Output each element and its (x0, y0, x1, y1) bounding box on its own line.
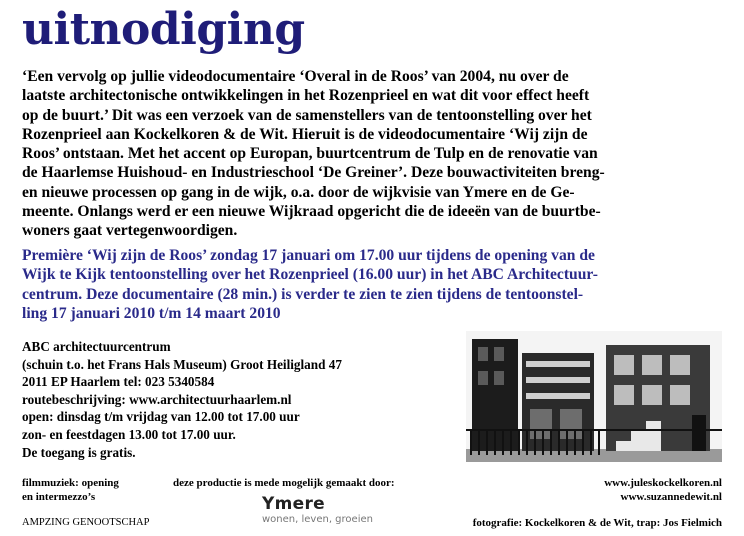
premiere-line: ling 17 januari 2010 t/m 14 maart 2010 (22, 304, 281, 322)
photo-credit: fotografie: Kockelkoren & de Wit, trap: Jos Fielmich (472, 517, 722, 529)
intro-line: Roos’ ontstaan. Met het accent op Europan, buurtcentrum de Tulp en de renovatie van (22, 145, 598, 163)
ampzing-label: AMPZING GENOOTSCHAP (22, 517, 150, 528)
ymere-logo-name: Ymere (262, 494, 325, 514)
website-links (604, 476, 722, 504)
address-line: ABC architectuurcentrum (22, 339, 171, 354)
building-photo (466, 331, 722, 462)
premiere-line: Wijk te Kijk tentoonstelling over het Rozenprieel (16.00 uur) in het ABC Architectuur- (22, 266, 598, 284)
address-line: open: dinsdag t/m vrijdag van 12.00 tot 17.00 uur (22, 409, 300, 425)
address-line: (schuin t.o. het Frans Hals Museum) Groot Heiligland 47 (22, 356, 342, 372)
production-credit: deze productie is mede mogelijk gemaakt door: (173, 477, 395, 489)
film-music-line: filmmuziek: opening (22, 477, 119, 489)
address-block (22, 338, 462, 461)
intro-line: en nieuwe processen op gang in de wijk, o.a. door de wijkvisie van Ymere en de Ge- (22, 183, 575, 201)
intro-line: op de buurt.’ Dit was een verzoek van de samenstellers van de tentoonstelling over het (22, 106, 592, 124)
intro-line: laatste architectonische ontwikkelingen in het Rozenprieel en wat dit voor effect heeft (22, 87, 590, 105)
film-music-credit (22, 476, 119, 504)
website-link[interactable]: www.juleskockelkoren.nl (604, 477, 722, 489)
ymere-logo-tagline: wonen, leven, groeien (262, 514, 373, 525)
intro-paragraph (22, 67, 722, 241)
address-line: De toegang is gratis. (22, 444, 136, 460)
premiere-line: Première ‘Wij zijn de Roos’ zondag 17 januari om 17.00 uur tijdens de opening van de (22, 247, 595, 264)
intro-line: ‘Een vervolg op jullie videodocumentaire ‘Overal in de Roos’ van 2004, nu over de (22, 68, 569, 85)
intro-line: meente. Onlangs werd er een nieuwe Wijkraad opgericht die de ideeën van de buurtbe- (22, 203, 601, 221)
address-line: 2011 EP Haarlem tel: 023 5340584 (22, 374, 215, 390)
premiere-line: centrum. Deze documentaire (28 min.) is verder te zien te zien tijdens de tentoonstel- (22, 285, 584, 303)
address-line: routebeschrijving: www.architectuurhaarlem.nl (22, 391, 292, 407)
premiere-paragraph (22, 246, 722, 323)
address-line: zon- en feestdagen 13.00 tot 17.00 uur. (22, 426, 236, 442)
ymere-logo (262, 494, 373, 526)
website-link[interactable]: www.suzannedewit.nl (620, 491, 722, 503)
intro-line: de Haarlemse Huishoud- en Industrieschool ‘De Greiner’. Deze bouwactiviteiten breng- (22, 164, 605, 182)
page-title: uitnodiging (22, 4, 305, 55)
intro-line: woners gaat vertegenwoordigen. (22, 222, 238, 240)
intro-line: Rozenprieel aan Kockelkoren & de Wit. Hieruit is de videodocumentaire ‘Wij zijn de (22, 125, 588, 143)
film-music-line: en intermezzo’s (22, 491, 96, 503)
